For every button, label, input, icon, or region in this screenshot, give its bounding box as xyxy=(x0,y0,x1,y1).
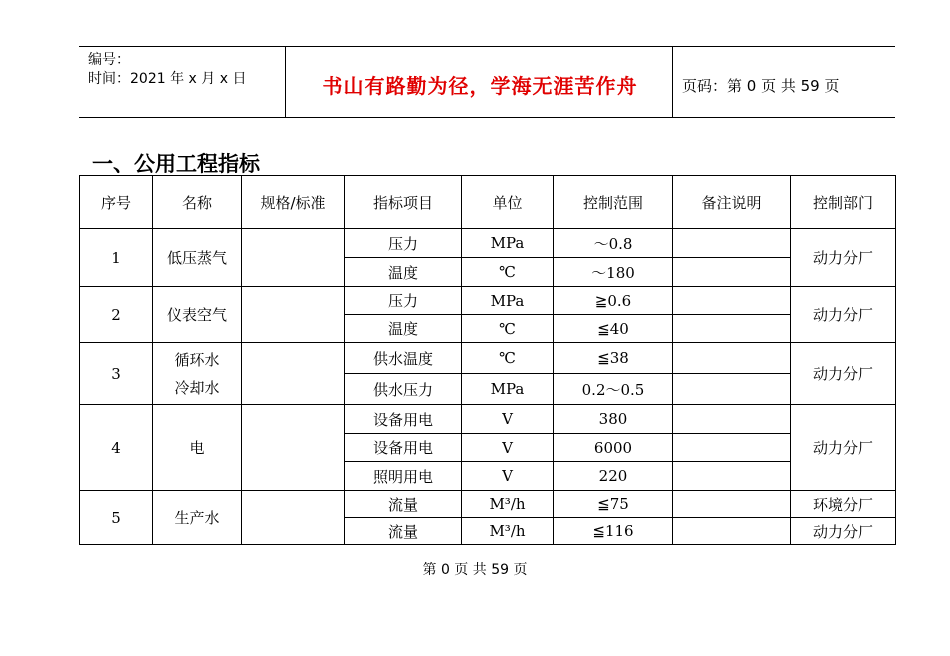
indicator-item: 压力 xyxy=(345,229,462,258)
table-row xyxy=(80,287,896,315)
header-divider-right xyxy=(672,46,673,118)
note-cell xyxy=(673,343,791,374)
range-cell: 0.2～0.5 xyxy=(554,374,673,405)
utility-name: 仪表空气 xyxy=(153,287,242,343)
indicator-item: 供水压力 xyxy=(345,374,462,405)
indicator-item: 供水温度 xyxy=(345,343,462,374)
header-bottom-rule xyxy=(79,117,895,118)
table-row xyxy=(80,343,896,374)
unit-cell: ℃ xyxy=(462,258,554,287)
unit-cell: V xyxy=(462,405,554,434)
unit-cell: MPa xyxy=(462,287,554,315)
column-header-spec: 规格/标准 xyxy=(242,176,345,229)
range-cell: ≧0.6 xyxy=(554,287,673,315)
page-indicator: 页码：第 0 页 共 59 页 xyxy=(682,77,840,95)
table-row xyxy=(80,405,896,434)
indicator-item: 压力 xyxy=(345,287,462,315)
utility-name xyxy=(153,343,242,405)
unit-cell: MPa xyxy=(462,374,554,405)
utility-name: 电 xyxy=(153,405,242,491)
unit-cell: M³/h xyxy=(462,491,554,518)
range-cell: ～180 xyxy=(554,258,673,287)
utility-name: 生产水 xyxy=(153,491,242,545)
note-cell xyxy=(673,315,791,343)
document-time-label: 时间：2021 年 x 月 x 日 xyxy=(88,71,247,87)
page-footer: 第 0 页 共 59 页 xyxy=(422,562,528,578)
dept-cell: 动力分厂 xyxy=(791,343,896,405)
note-cell xyxy=(673,434,791,462)
range-cell: ≦116 xyxy=(554,518,673,545)
row-number: 4 xyxy=(80,405,153,491)
unit-cell: MPa xyxy=(462,229,554,258)
unit-cell: V xyxy=(462,434,554,462)
row-number: 5 xyxy=(80,491,153,545)
column-header-note: 备注说明 xyxy=(673,176,791,229)
indicator-item: 流量 xyxy=(345,491,462,518)
note-cell xyxy=(673,518,791,545)
spec-cell xyxy=(242,343,345,405)
range-cell: ≦38 xyxy=(554,343,673,374)
column-header-dept: 控制部门 xyxy=(791,176,896,229)
unit-cell: ℃ xyxy=(462,315,554,343)
motto-banner: 书山有路勤为径，学海无涯苦作舟 xyxy=(322,74,638,98)
note-cell xyxy=(673,405,791,434)
indicator-item: 设备用电 xyxy=(345,405,462,434)
table-row xyxy=(80,491,896,518)
indicator-item: 温度 xyxy=(345,258,462,287)
spec-cell xyxy=(242,229,345,287)
note-cell xyxy=(673,462,791,491)
table-header-row xyxy=(80,176,896,229)
note-cell xyxy=(673,287,791,315)
utility-name: 低压蒸气 xyxy=(153,229,242,287)
spec-cell xyxy=(242,287,345,343)
indicator-item: 流量 xyxy=(345,518,462,545)
dept-cell: 动力分厂 xyxy=(791,229,896,287)
indicator-item: 温度 xyxy=(345,315,462,343)
row-number: 2 xyxy=(80,287,153,343)
column-header-name: 名称 xyxy=(153,176,242,229)
utility-spec-table xyxy=(79,175,896,545)
dept-cell: 动力分厂 xyxy=(791,287,896,343)
header-divider-left xyxy=(285,46,286,118)
unit-cell: V xyxy=(462,462,554,491)
column-header-unit: 单位 xyxy=(462,176,554,229)
note-cell xyxy=(673,374,791,405)
unit-cell: ℃ xyxy=(462,343,554,374)
range-cell: ～0.8 xyxy=(554,229,673,258)
dept-cell: 环境分厂 xyxy=(791,491,896,518)
document-number-label: 编号： xyxy=(88,52,130,68)
section-title: 一、公用工程指标 xyxy=(92,152,260,176)
range-cell: ≦75 xyxy=(554,491,673,518)
range-cell: ≦40 xyxy=(554,315,673,343)
table-row xyxy=(80,229,896,258)
range-cell: 6000 xyxy=(554,434,673,462)
column-header-no: 序号 xyxy=(80,176,153,229)
spec-cell xyxy=(242,491,345,545)
column-header-item: 指标项目 xyxy=(345,176,462,229)
note-cell xyxy=(673,491,791,518)
row-number: 1 xyxy=(80,229,153,287)
row-number: 3 xyxy=(80,343,153,405)
indicator-item: 设备用电 xyxy=(345,434,462,462)
range-cell: 220 xyxy=(554,462,673,491)
note-cell xyxy=(673,258,791,287)
column-header-range: 控制范围 xyxy=(554,176,673,229)
header-top-rule xyxy=(79,46,895,47)
dept-cell: 动力分厂 xyxy=(791,518,896,545)
dept-cell: 动力分厂 xyxy=(791,405,896,491)
utility-name-text: 循环水冷却水 xyxy=(174,350,220,397)
indicator-item: 照明用电 xyxy=(345,462,462,491)
range-cell: 380 xyxy=(554,405,673,434)
spec-cell xyxy=(242,405,345,491)
note-cell xyxy=(673,229,791,258)
unit-cell: M³/h xyxy=(462,518,554,545)
